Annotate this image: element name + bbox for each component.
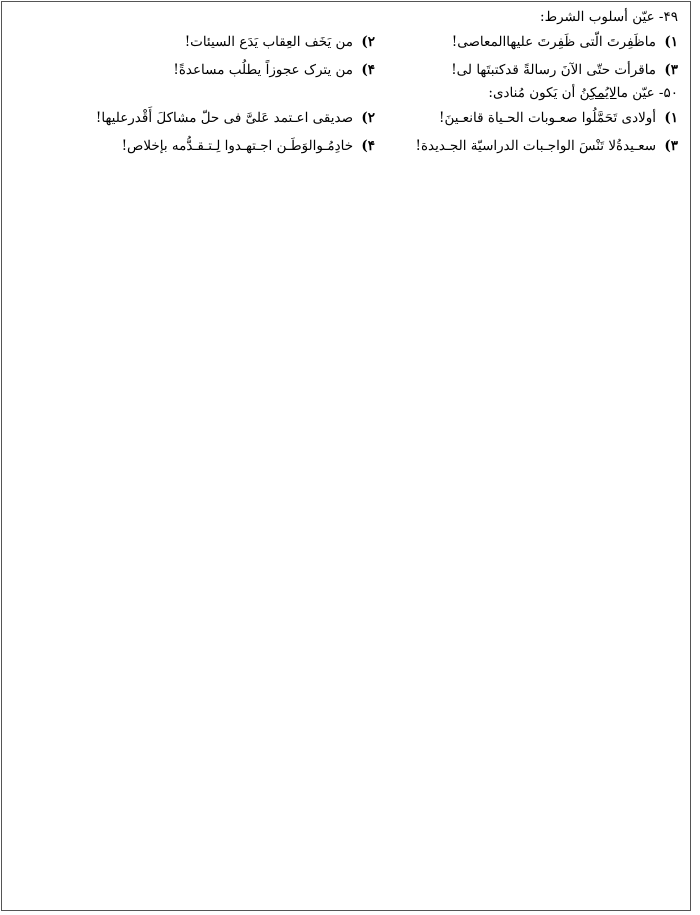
options-row [8, 104, 678, 132]
option-number: ۱) [664, 34, 678, 50]
option-number: ۲) [361, 110, 375, 126]
option-3[interactable] [393, 138, 678, 154]
question-title-start: ۵۰- عیّن ما [616, 85, 678, 101]
option-2[interactable] [90, 34, 393, 50]
option-text: أولادی تَحَمَّلُوا صعـوبات الحـیاة قانعـینَ! [439, 110, 657, 126]
option-number: ۴) [361, 62, 375, 78]
question-title: ۴۹- عیّن أسلوب الشرط: [540, 9, 678, 25]
option-1[interactable] [393, 110, 678, 126]
option-number: ۳) [664, 62, 678, 78]
option-text: خادِمُـوالوَطَـن اجـتهـدوا لِـتـقـدُّمه بإخلاص! [121, 138, 354, 154]
option-text: سعـیدةُلا تَنْسَ الواجـبات الدراسیّة الجـدیدة! [415, 138, 657, 154]
option-text: ماظَفِرتَ الّتی ظَفِرتَ علیهاالمعاصی! [451, 34, 657, 50]
options-row [8, 56, 678, 84]
question-title-underlined: لایُمکِنُ [579, 85, 617, 101]
question-50 [8, 84, 678, 160]
option-4[interactable] [90, 62, 393, 78]
options-row [8, 28, 678, 56]
question-49 [8, 8, 678, 84]
option-2[interactable] [90, 110, 393, 126]
option-text: صدیقی اعـتمد عَلیَّ فی حلّ مشاکلَ أَقْدرعلیها! [95, 110, 354, 126]
page-frame [1, 1, 691, 911]
question-title-end: أن یَکون مُنادی: [488, 85, 580, 101]
option-text: من یترک عجوزاً یطلُب مساعدةً! [173, 62, 354, 78]
option-number: ۱) [664, 110, 678, 126]
options-row [8, 132, 678, 160]
question-title [8, 84, 678, 104]
exam-content [8, 8, 678, 160]
option-number: ۴) [361, 138, 375, 154]
option-text: ماقرأت حتّی الآنَ رسالةً قدکتبتَها لی! [451, 62, 657, 78]
option-4[interactable] [90, 138, 393, 154]
option-text: من یَخَف العِقاب یَدَع السیئات! [184, 34, 354, 50]
option-3[interactable] [393, 62, 678, 78]
option-1[interactable] [393, 34, 678, 50]
option-number: ۳) [664, 138, 678, 154]
option-number: ۲) [361, 34, 375, 50]
